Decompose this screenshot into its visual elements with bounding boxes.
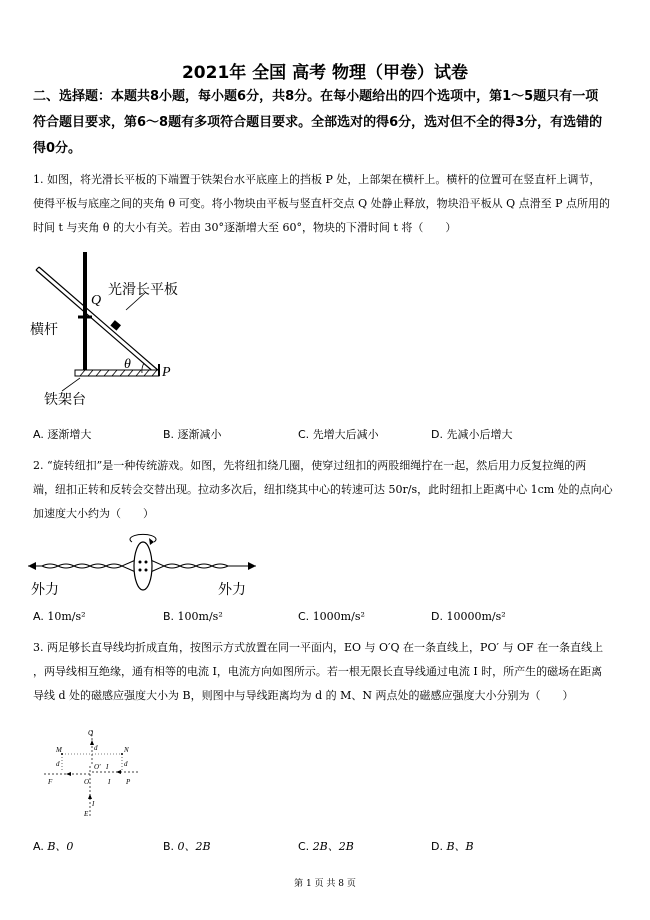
q2-line-3: 加速度大小约为（ ） (33, 507, 154, 520)
label-P: P (162, 365, 171, 380)
arrow-up-bottom (88, 794, 92, 799)
section-line-2: 符合题目要求，第6～8题有多项符合题目要求。全部选对的得6分，选对但不全的得3分，有选错的 (33, 115, 603, 130)
label-N: N (124, 746, 129, 754)
button-hole-4 (145, 569, 148, 572)
rotation-arrowhead (149, 538, 154, 545)
q1-figure (28, 248, 208, 408)
button-hole-2 (139, 569, 142, 572)
label-d-left: d (56, 760, 60, 768)
question-3-stem (33, 636, 623, 708)
q2-option-b[interactable]: B. 100m/s² (163, 610, 223, 623)
q3-figure (40, 728, 150, 820)
q3-line-2: ，两导线相互绝缘，通有相等的电流 I，电流方向如图所示。若一根无限长直导线通过电流 I 时，所产生的磁场在距离 (33, 665, 603, 678)
right-string-b (146, 564, 228, 574)
q1-option-d[interactable]: D. 先减小后增大 (431, 428, 513, 441)
plank-end (36, 267, 39, 270)
label-plank: 光滑长平板 (108, 282, 178, 298)
label-crossbar: 横杆 (30, 322, 58, 338)
button-hole-3 (145, 561, 148, 564)
section-instructions (33, 84, 623, 162)
q3-line-1: 3. 两足够长直导线均折成直角，按图示方式放置在同一平面内，EO 与 O′Q 在一条直线上，PO′ 与 OF 在一条直线上 (33, 641, 604, 654)
stand-leader (62, 378, 80, 391)
label-I-right: I (108, 778, 111, 786)
q1-option-b[interactable]: B. 逐渐减小 (163, 428, 222, 441)
page-footer: 第 1 页 共 8 页 (294, 879, 356, 889)
question-1-stem (33, 168, 623, 240)
question-2-stem (33, 454, 623, 526)
q2-line-1: 2. “旋转纽扣”是一种传统游戏。如图，先将纽扣绕几圈，使穿过纽扣的两股细绳拧在一起，然后用力反复拉绳的两 (33, 459, 587, 472)
q1-option-a[interactable]: A. 逐渐增大 (33, 428, 92, 441)
label-d-top: d (94, 744, 98, 752)
small-block (110, 320, 121, 331)
q3-option-a[interactable]: A. B、0 (33, 840, 74, 853)
section-line-3: 得0分。 (33, 141, 82, 156)
q2-option-c[interactable]: C. 1000m/s² (298, 610, 365, 623)
label-theta: θ (124, 357, 131, 372)
label-I-bottom: I (92, 800, 95, 808)
label-P3: P (126, 778, 131, 786)
q2-option-a[interactable]: A. 10m/s² (33, 610, 86, 623)
label-stand: 铁架台 (44, 392, 86, 408)
q1-line-3: 时间 t 与夹角 θ 的大小有关。若由 30°逐渐增大至 60°，物块的下滑时间 t 将（ ） (33, 221, 457, 234)
q1-option-c[interactable]: C. 先增大后减小 (298, 428, 379, 441)
q3-option-c[interactable]: C. 2B、2B (298, 840, 354, 853)
label-d-right: d (124, 760, 128, 768)
q1-line-2: 使得平板与底座之间的夹角 θ 可变。将小物块由平板与竖直杆交点 Q 处静止释放，物块沿平板从 Q 点滑至 P 点所用的 (33, 197, 611, 210)
label-F: F (48, 778, 53, 786)
label-O: O (84, 778, 90, 786)
label-M: M (56, 746, 62, 754)
right-string-a (146, 558, 228, 568)
q3-options (33, 838, 623, 858)
label-E: E (84, 810, 89, 818)
button-hole-1 (139, 561, 142, 564)
label-force-right: 外力 (218, 582, 246, 598)
point-N (121, 753, 123, 755)
q1-line-1: 1. 如图，将光滑长平板的下端置于铁架台水平底座上的挡板 P 处，上部架在横杆上。横杆的位置可在竖直杆上调节， (33, 173, 601, 186)
button-disc (134, 542, 152, 590)
label-Q: Q (91, 293, 102, 308)
right-arrowhead (248, 562, 256, 570)
q3-option-d[interactable]: D. B、B (431, 840, 474, 853)
label-Q3-Q: Q (88, 729, 94, 737)
q3-option-b[interactable]: B. 0、2B (163, 840, 211, 853)
label-force-left: 外力 (31, 582, 59, 598)
label-O-prime: O′ (94, 763, 101, 771)
arrow-left-right-segment (116, 770, 121, 774)
section-line-1: 二、选择题：本题共8小题，每小题6分，共8分。在每小题给出的四个选项中，第1～5题只有一项 (33, 89, 599, 104)
q2-options (33, 610, 623, 630)
label-I-top: I (106, 763, 109, 771)
arrow-left (66, 772, 71, 776)
q3-line-3: 导线 d 处的磁感应强度大小为 B，则图中与导线距离均为 d 的 M、N 两点处的磁感应强度大小分别为（ ） (33, 689, 574, 702)
left-arrowhead (28, 562, 36, 570)
q2-line-2: 端，纽扣正转和反转会交替出现。拉动多次后，纽扣绕其中心的转速可达 50r/s，此时纽扣上距离中心 1cm 处的点向心 (33, 483, 613, 496)
q2-option-d[interactable]: D. 10000m/s² (431, 610, 506, 623)
q2-figure (28, 532, 258, 602)
page-title: 2021年 全国 高考 物理（甲卷）试卷 (181, 63, 469, 83)
q1-options (33, 426, 623, 446)
